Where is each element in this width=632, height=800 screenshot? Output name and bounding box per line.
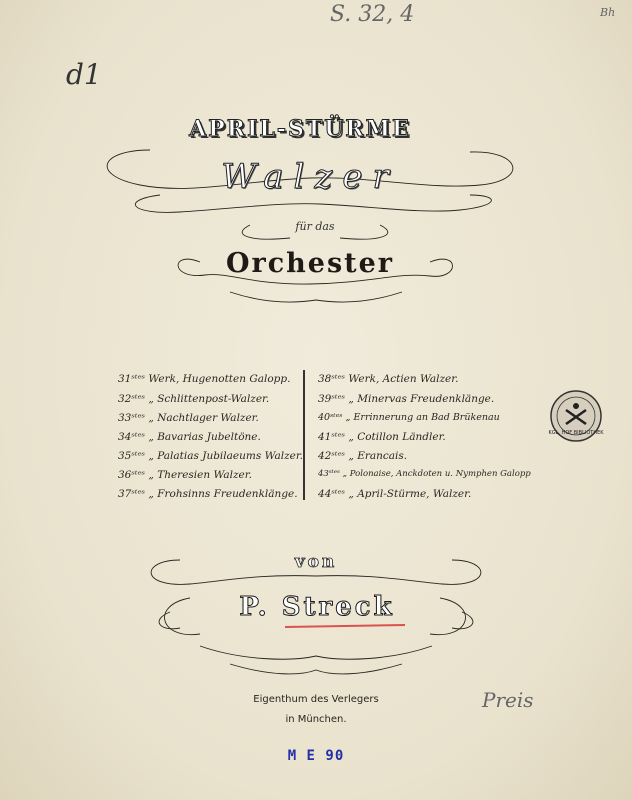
works-item: 32ˢᵗᵉˢ „ Schlittenpost-Walzer.: [118, 393, 270, 405]
title-orchester: Orchester: [225, 248, 395, 279]
shelfmark-note: S. 32, 4: [330, 2, 415, 27]
title-april-stuerme: APRIL-STÜRME: [189, 116, 411, 142]
title-walzer: Walzer: [221, 157, 399, 197]
works-item: 37ˢᵗᵉˢ „ Frohsinns Freudenklänge.: [118, 488, 298, 500]
publisher-line: Eigenthum des Verlegers: [253, 694, 379, 705]
works-item: 38ˢᵗᵉˢ Werk, Actien Walzer.: [318, 373, 459, 385]
title-fuer-das: für das: [295, 220, 335, 233]
works-item: 44ˢᵗᵉˢ „ April-Stürme, Walzer.: [318, 488, 472, 500]
works-item: 41ˢᵗᵉˢ „ Cotillon Ländler.: [318, 431, 446, 443]
works-item: 35ˢᵗᵉˢ „ Palatias Jubilaeums Walzer.: [118, 450, 304, 462]
price-note: Preis: [482, 688, 534, 712]
works-item: 39ˢᵗᵉˢ „ Minervas Freudenklänge.: [318, 393, 495, 405]
composer-name: P. Streck: [239, 592, 395, 622]
publisher-city: in München.: [285, 714, 347, 725]
byline-von: von: [294, 552, 338, 572]
call-number-stamp: M E 90: [287, 748, 345, 764]
margin-mark: d1: [66, 58, 102, 91]
works-item: 34ˢᵗᵉˢ „ Bavarias Jubeltöne.: [118, 431, 261, 443]
corner-note: Bh: [600, 6, 616, 19]
publisher-imprint: [200, 690, 432, 730]
column-divider: [303, 370, 305, 500]
works-item: 40ˢᵗᵉˢ „ Errinnerung an Bad Brükenau: [318, 412, 500, 423]
works-item: 36ˢᵗᵉˢ „ Theresien Walzer.: [118, 469, 252, 481]
works-item: 33ˢᵗᵉˢ „ Nachtlager Walzer.: [118, 412, 259, 424]
works-item: 42ˢᵗᵉˢ „ Erancais.: [318, 450, 408, 462]
works-item: 31ˢᵗᵉˢ Werk, Hugenotten Galopp.: [118, 373, 291, 385]
works-item: 43ˢᵗᵉˢ „ Polonaise, Anckdoten u. Nymphen Galopp: [318, 469, 531, 479]
library-stamp-text: KGL. HOF BIBLIOTHEK: [548, 430, 604, 436]
library-stamp: [548, 388, 604, 444]
